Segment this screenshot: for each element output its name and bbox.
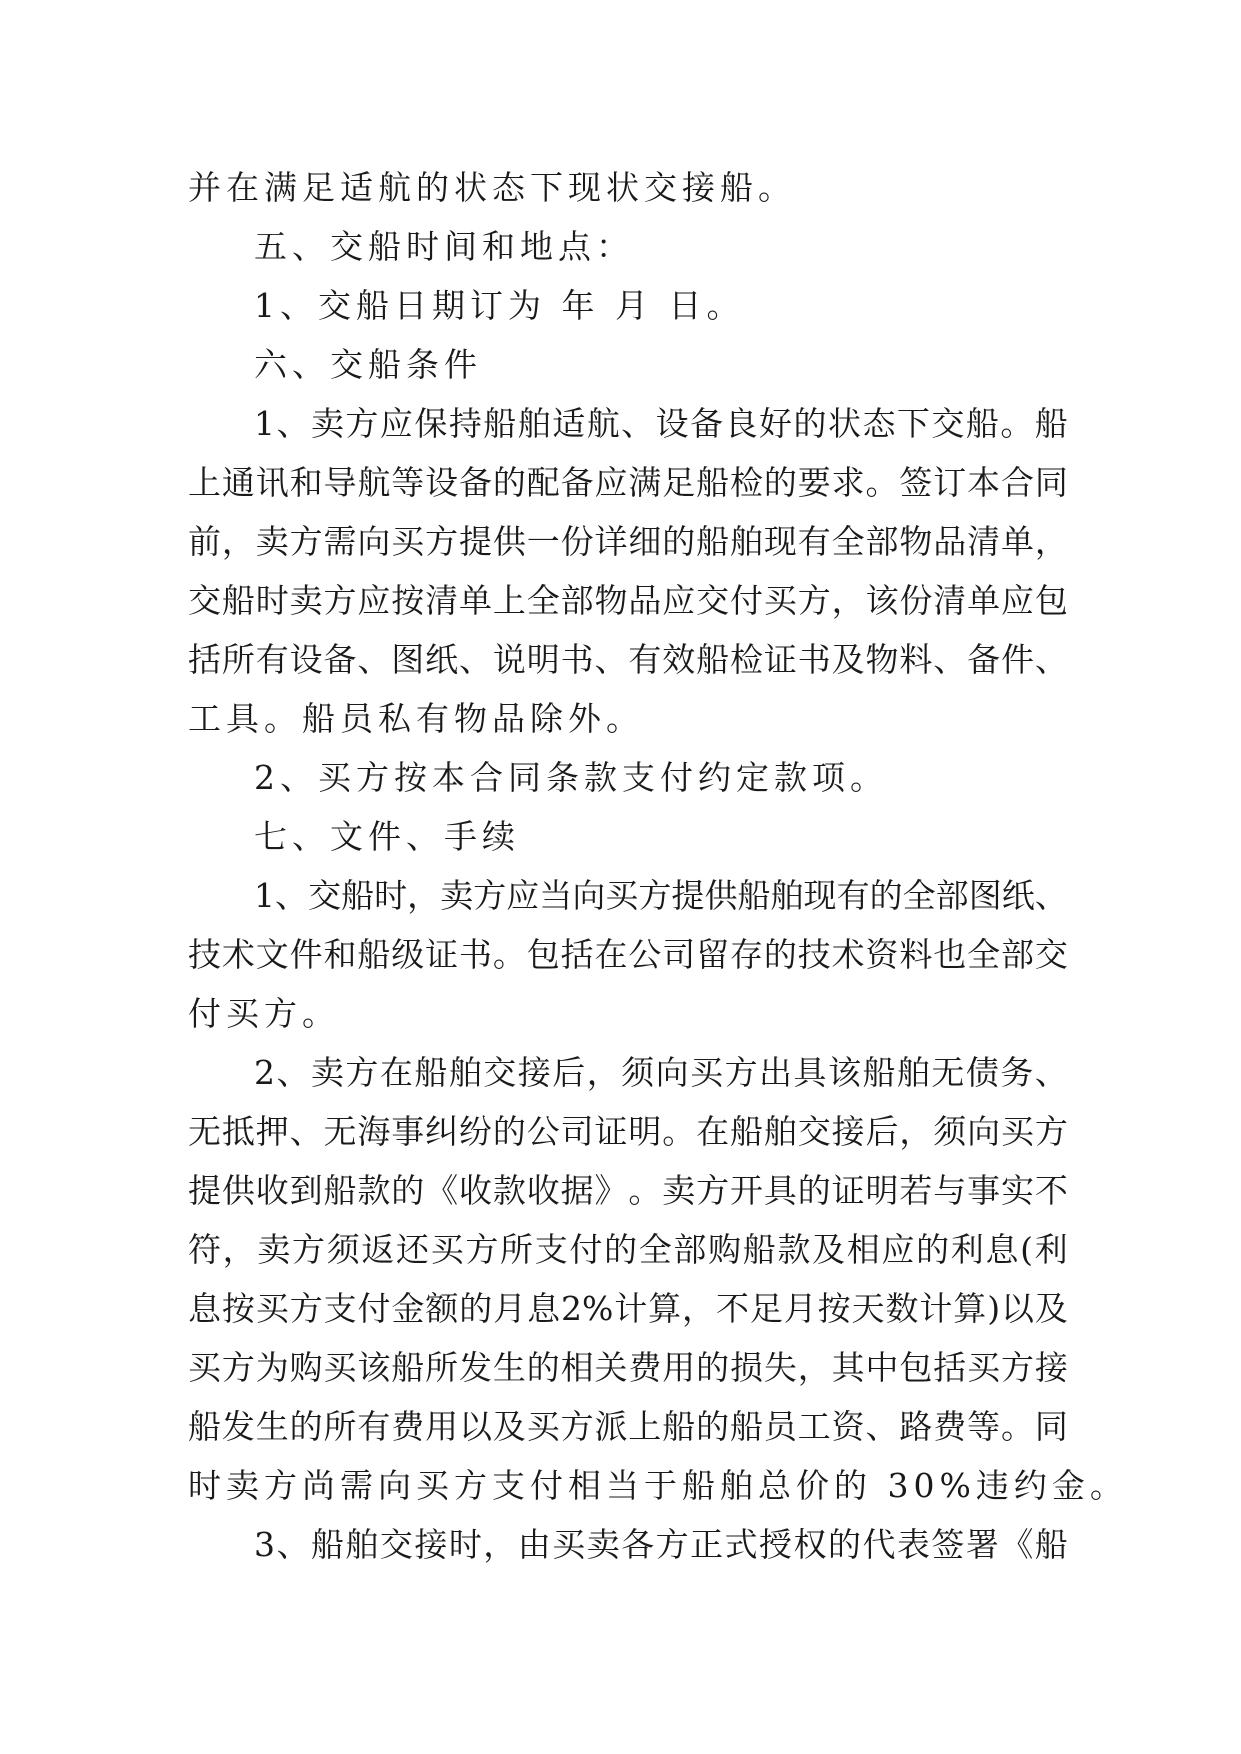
text-line: 括 所 有 设 备 、 图 纸 、 说 明 书 、 有 效 船 检 证 书 及 物 料 、 备 件 、 [188,640,1068,679]
text-line: 技 术 文 件 和 船 级 证 书 。 包 括 在 公 司 留 存 的 技 术 资 料 也 全 部 交 [188,935,1068,974]
text-line: 1 、 卖 方 应 保 持 船 舶 适 航 、 设 备 良 好 的 状 态 下 交 船 。 船 [254,404,1068,443]
text-line: 前 ， 卖 方 需 向 买 方 提 供 一 份 详 细 的 船 舶 现 有 全 部 物 品 清 单 ， [188,522,1068,561]
text-line: 并在满足适航的状态下现状交接船。 [188,168,796,207]
text-line: 2 、 卖 方 在 船 舶 交 接 后 ， 须 向 买 方 出 具 该 船 舶 无 债 务 、 [254,1053,1068,1092]
text-line: 船 发 生 的 所 有 费 用 以 及 买 方 派 上 船 的 船 员 工 资 、 路 费 等 。 同 [188,1407,1068,1446]
text-line: 1、交船日期订为 年 月 日。 [254,286,745,325]
text-line: 五、交船时间和地点： [254,227,634,266]
text-line: 2、买方按本合同条款支付约定款项。 [254,758,888,797]
text-line: 工具。船员私有物品除外。 [188,699,644,738]
text-line: 1 、 交 船 时 ， 卖 方 应 当 向 买 方 提 供 船 舶 现 有 的 全 部 图 纸 、 [254,876,1068,915]
text-line: 交 船 时 卖 方 应 按 清 单 上 全 部 物 品 应 交 付 买 方 ， 该 份 清 单 应 包 [188,581,1068,620]
text-line: 提 供 收 到 船 款 的 《 收 款 收 据 》 。 卖 方 开 具 的 证 明 若 与 事 实 不 [188,1171,1068,1210]
text-line: 3 、 船 舶 交 接 时 ， 由 买 卖 各 方 正 式 授 权 的 代 表 签 署 《 船 [254,1525,1068,1564]
contract-body [188,158,1128,1574]
text-line: 七、文件、手续 [254,817,520,856]
text-line: 时卖方尚需向买方支付相当于船舶总价的 30%违约金。 [188,1466,1128,1505]
text-line: 息 按 买 方 支 付 金 额 的 月 息 2% 计 算 ， 不 足 月 按 天 数 计 算 ) 以 及 [188,1289,1068,1328]
text-line: 符 ， 卖 方 须 返 还 买 方 所 支 付 的 全 部 购 船 款 及 相 应 的 利 息 ( 利 [188,1230,1068,1269]
text-line: 买 方 为 购 买 该 船 所 发 生 的 相 关 费 用 的 损 失 ， 其 中 包 括 买 方 接 [188,1348,1068,1387]
text-line: 无 抵 押 、 无 海 事 纠 纷 的 公 司 证 明 。 在 船 舶 交 接 后 ， 须 向 买 方 [188,1112,1068,1151]
text-line: 付买方。 [188,994,340,1033]
text-line: 上 通 讯 和 导 航 等 设 备 的 配 备 应 满 足 船 检 的 要 求 。 签 订 本 合 同 [188,463,1068,502]
text-line: 六、交船条件 [254,345,482,384]
